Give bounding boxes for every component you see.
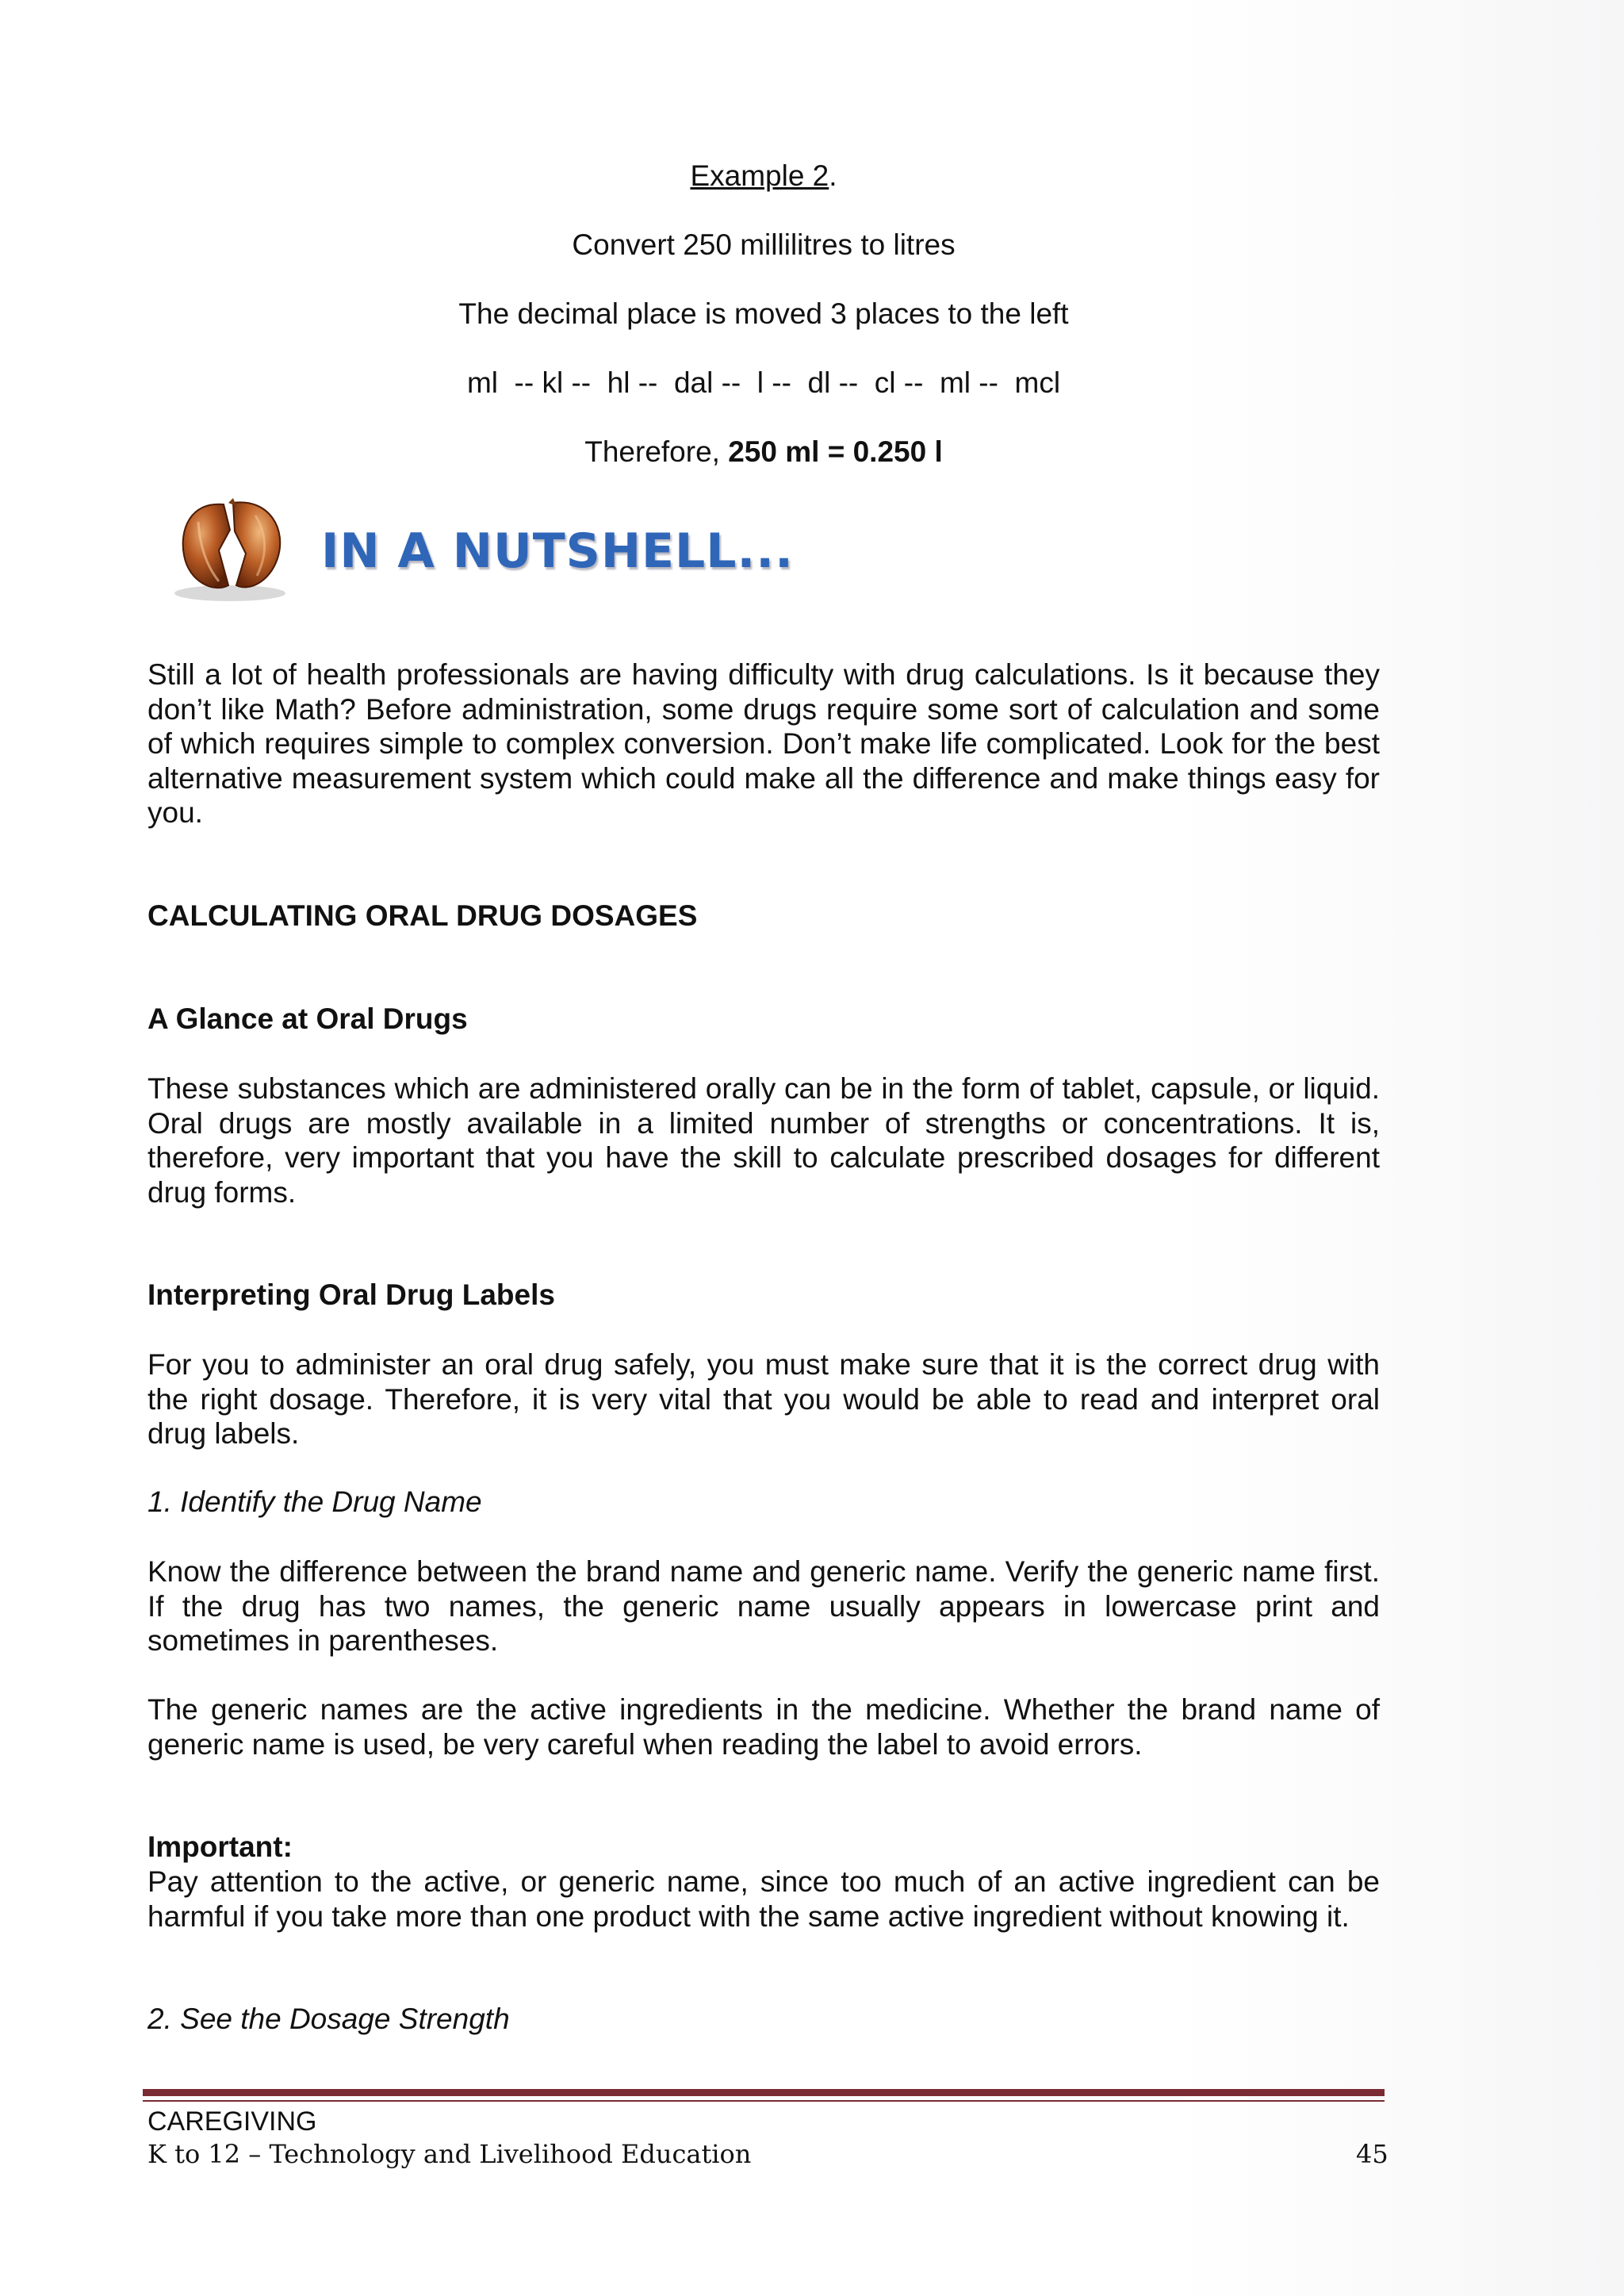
important-label: Important: bbox=[147, 1830, 293, 1863]
step-1-paragraph-2: The generic names are the active ingredients in the medicine. Whether the brand name of generic name is used, be very careful when reading the label to avoid errors. bbox=[147, 1693, 1380, 1761]
example-result-value: 250 ml = 0.250 l bbox=[728, 435, 943, 468]
example-title bbox=[0, 159, 1527, 194]
example-result bbox=[0, 435, 1527, 470]
footer-rule-thin bbox=[143, 2100, 1385, 2102]
hazelnut-icon bbox=[151, 474, 309, 617]
in-a-nutshell-banner bbox=[151, 474, 794, 617]
step-2-heading: 2. See the Dosage Strength bbox=[147, 2003, 510, 2035]
glance-paragraph: These substances which are administered orally can be in the form of tablet, capsule, or liquid. Oral drugs are mostly available in a limited number of strengths or concentrations. It is, therefore, very important that you have the skill to calculate prescribed dosages for different drug forms. bbox=[147, 1072, 1380, 1209]
unit-sequence: ml -- kl -- hl -- dal -- l -- dl -- cl -- ml -- mcl bbox=[466, 366, 1061, 399]
example-line-1: Convert 250 millilitres to litres bbox=[572, 228, 956, 261]
footer-subtitle: K to 12 – Technology and Livelihood Education bbox=[147, 2139, 752, 2169]
footer-title: CAREGIVING bbox=[147, 2106, 317, 2137]
step-1-heading: 1. Identify the Drug Name bbox=[147, 1485, 482, 1518]
labels-heading: Interpreting Oral Drug Labels bbox=[147, 1278, 555, 1311]
section-heading: CALCULATING ORAL DRUG DOSAGES bbox=[147, 899, 698, 932]
example-line-2: The decimal place is moved 3 places to the left bbox=[458, 297, 1069, 330]
glance-heading: A Glance at Oral Drugs bbox=[147, 1002, 468, 1035]
example-title-suffix: . bbox=[829, 159, 837, 192]
labels-paragraph: For you to administer an oral drug safely, you must make sure that it is the correct drug with the right dosage. Therefore, it is very vital that you would be able to read and interpret oral drug labels. bbox=[147, 1348, 1380, 1450]
nutshell-paragraph: Still a lot of health professionals are having difficulty with drug calculations. Is it because they don’t like Math? Before administration, some drugs require some sort of calculation and some of which requires simple to complex conversion. Don’t make life complicated. Look for the best alternative measurement system which could make all the difference and make things easy for you. bbox=[147, 658, 1380, 829]
footer-rule-thick bbox=[143, 2089, 1385, 2096]
example-result-prefix: Therefore, bbox=[584, 435, 729, 468]
page-number: 45 bbox=[1356, 2139, 1388, 2169]
banner-title: IN A NUTSHELL... bbox=[321, 523, 794, 579]
step-1-paragraph-1: Know the difference between the brand name and generic name. Verify the generic name first. If the drug has two names, the generic name usually appears in lowercase print and sometimes in parentheses. bbox=[147, 1555, 1380, 1657]
important-text: Pay attention to the active, or generic name, since too much of an active ingredient can be harmful if you take more than one product with the same active ingredient without knowing it. bbox=[147, 1865, 1380, 1933]
example-title-text: Example 2 bbox=[690, 159, 829, 192]
